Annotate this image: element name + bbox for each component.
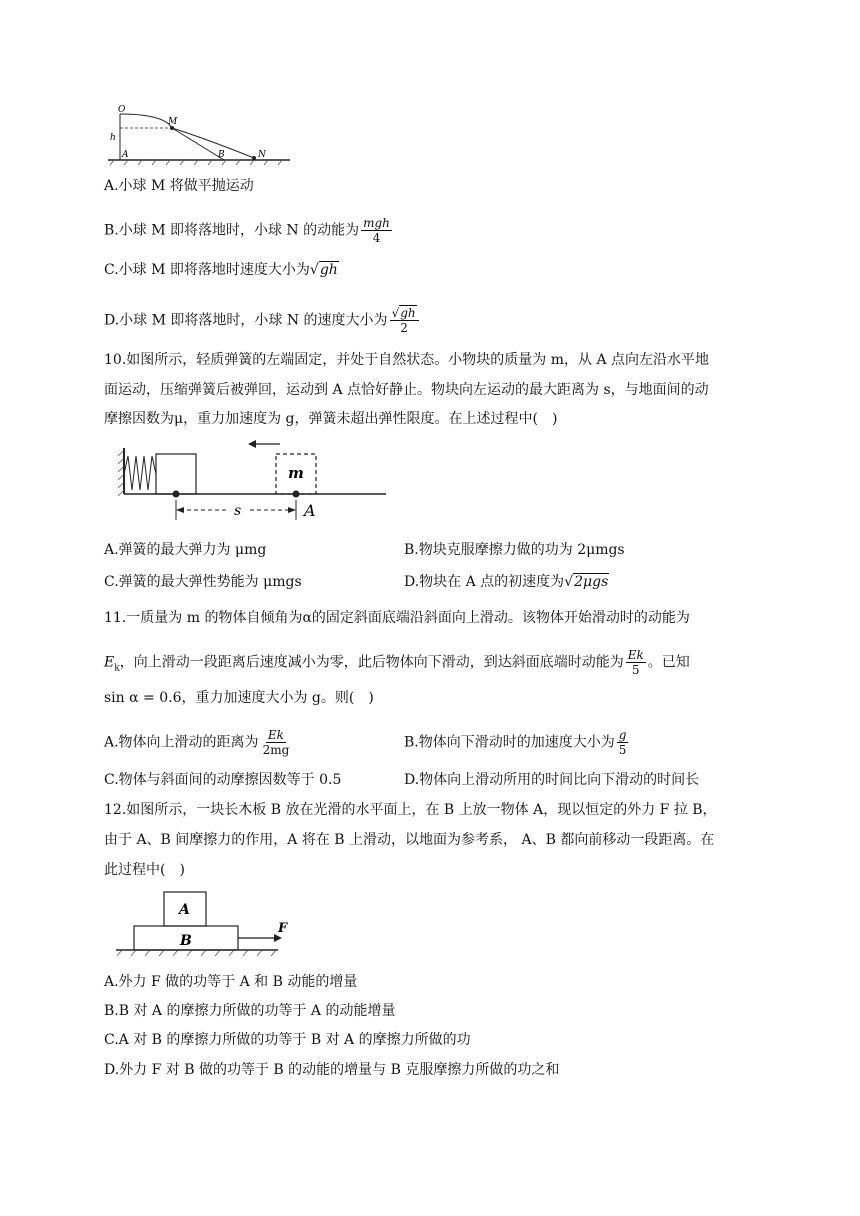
q12-option-d: D.外力 F 对 B 做的功等于 B 的动能的增量与 B 克服摩擦力所做的功之和 [104,1062,560,1078]
q10-option-d: D.物块在 A 点的初速度为√2μgs [404,574,609,590]
label-block-A: A [179,902,190,918]
figure-q9 [104,100,294,168]
q12-stem-line2: 由于 A、B 间摩擦力的作用，A 将在 B 上滑动，以地面为参考系， A、B 都向前移动一段距离。在 [104,832,715,848]
q12-stem-line1: 12.如图所示，一块长木板 B 放在光滑的水平面上，在 B 上放一物体 A，现以恒定的外力 F 拉 B， [104,802,717,818]
q10-stem-line3: 摩擦因数为μ，重力加速度为 g，弹簧未超出弹性限度。在上述过程中( ) [104,411,558,427]
q9-option-b: B.小球 M 即将落地时，小球 N 的动能为 $\frac{\text{mgh}}{4}$ [104,216,390,245]
label-B: B [218,150,225,160]
q10-stem-line1: 10.如图所示，轻质弹簧的左端固定，并处于自然状态。小物块的质量为 m，从 A 点向左沿水平地 [104,352,709,368]
label-A: A [122,150,129,160]
q9-option-a: A.小球 M 将做平抛运动 [104,178,254,194]
q12-option-c: C.A 对 B 的摩擦力所做的功等于 B 对 A 的摩擦力所做的功 [104,1032,471,1048]
figure-q10 [116,438,388,524]
label-m: m [288,464,304,482]
q10-stem-line2: 面运动，压缩弹簧后被弹回，运动到 A 点恰好静止。物块向左运动的最大距离为 s，与地面间的动 [104,382,709,398]
q11-option-d: D.物体向上滑动所用的时间比向下滑动的时间长 [404,772,700,788]
q9-option-c: C.小球 M 即将落地时速度大小为√gh [104,262,338,278]
q9-option-d: D.小球 M 即将落地时，小球 N 的速度大小为 $\frac{√gh}{2}$ [104,306,421,335]
label-O: O [118,105,126,115]
label-N: N [258,150,266,160]
q11-stem-line2: $E_k$，向上滑动一段距离后速度减小为零，此后物体向下滑动，到达斜面底端时动能为 $\frac{Ek}{5}$ 。已知 [104,648,690,677]
label-M: M [168,117,178,127]
figure-q12 [112,886,294,960]
q11-stem-line3: sin α = 0.6，重力加速度大小为 g。则( ) [104,690,374,706]
q12-option-b: B.B 对 A 的摩擦力所做的功等于 A 的动能增量 [104,1003,396,1019]
q10-option-c: C.弹簧的最大弹性势能为 μmgs [104,574,302,590]
q11-option-c: C.物体与斜面间的动摩擦因数等于 0.5 [104,772,342,788]
label-s: s [234,503,242,519]
q10-option-a: A.弹簧的最大弹力为 μmg [104,542,267,558]
q11-option-b: B.物体向下滑动时的加速度大小为 $\frac{g}{5}$ [404,728,627,757]
label-A-point: A [304,501,316,520]
label-h: h [110,133,116,143]
q11-option-a: A.物体向上滑动的距离为 $\frac{Ek}{2mg}$ [104,728,290,757]
label-board-B: B [180,933,192,949]
label-force-F: F [278,921,288,936]
q12-option-a: A.外力 F 做的功等于 A 和 B 动能的增量 [104,974,358,990]
q12-stem-line3: 此过程中( ) [104,862,185,878]
q11-stem-line1: 11.一质量为 m 的物体自倾角为α的固定斜面底端沿斜面向上滑动。该物体开始滑动时的动能为 [104,610,690,626]
q10-option-b: B.物块克服摩擦力做的功为 2μmgs [404,542,625,558]
